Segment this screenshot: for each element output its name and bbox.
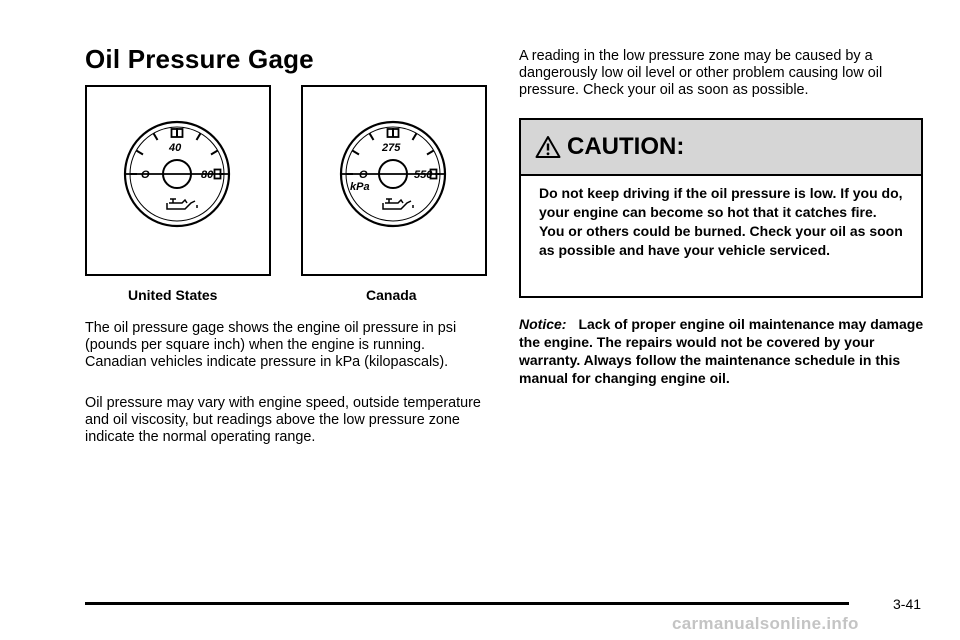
- canada-oil-gauge: [303, 87, 485, 274]
- us-gauge-figure: [85, 85, 271, 276]
- oil-gage-description: The oil pressure gage shows the engine oil pressure in psi (pounds per square inch) when the engine is running. Canadian vehicles indicate pressure in kPa (kilopascals).: [85, 320, 457, 370]
- canada-gauge-figure: [301, 85, 487, 276]
- canada-gauge-label-max: 550: [414, 169, 433, 181]
- low-pressure-text: A reading in the low pressure zone may be caused by a dangerously low oil level or other problem causing low oil pressure. Check your oil as soon as possible.: [519, 48, 883, 98]
- us-gauge-label-mid: 40: [169, 142, 182, 154]
- oil-can-icon: [167, 199, 197, 209]
- oil-can-icon: [383, 199, 413, 209]
- us-gauge-label-min: O: [141, 169, 150, 181]
- us-gauge-caption: United States: [128, 287, 218, 303]
- canada-gauge-unit: kPa: [350, 181, 370, 193]
- notice-text: Lack of proper engine oil maintenance may damage the engine. The repairs would not be covered by your warranty. Always follow the maintenance schedule in this manual for changing engine oil.: [519, 316, 924, 386]
- footer-watermark: carmanualsonline.info: [672, 614, 859, 633]
- notice-label: Notice:: [519, 316, 567, 332]
- oil-pressure-variation-text: Oil pressure may vary with engine speed, outside temperature and oil viscosity, but readings above the low pressure zone indicate the normal operating range.: [85, 395, 481, 445]
- caution-text: Do not keep driving if the oil pressure is low. If you do, your engine can become so hot that it catches fire. You or others could be burned. Check your oil as soon as possible and have your vehicle serviced.: [539, 185, 903, 258]
- caution-title: CAUTION:: [567, 133, 685, 160]
- page-title: Oil Pressure Gage: [85, 44, 314, 74]
- footer-rule: [85, 602, 849, 605]
- us-oil-gauge: [87, 87, 269, 274]
- caution-header: [521, 120, 921, 176]
- us-gauge-label-max: 80: [201, 169, 214, 181]
- caution-box: [519, 118, 923, 298]
- warning-triangle-icon: [535, 135, 561, 159]
- page-number: 3-41: [893, 596, 922, 612]
- notice-paragraph: [519, 315, 929, 387]
- canada-gauge-caption: Canada: [366, 287, 417, 303]
- canada-gauge-label-mid: 275: [382, 142, 401, 154]
- canada-gauge-label-min: O: [359, 169, 368, 181]
